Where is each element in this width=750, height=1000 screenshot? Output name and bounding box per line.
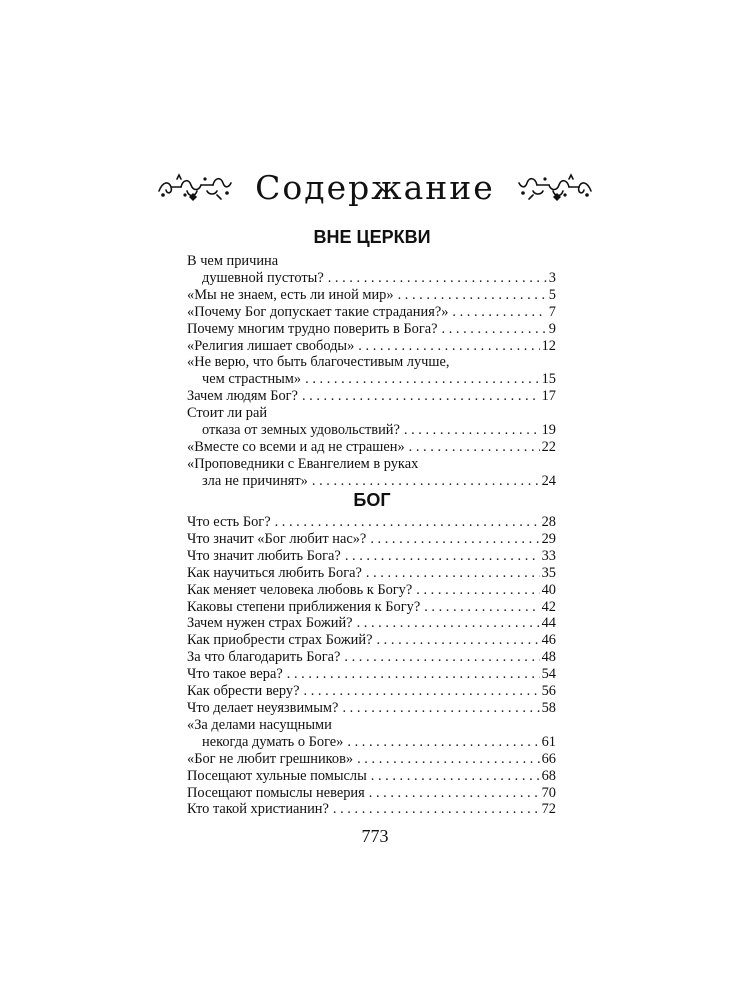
toc-entry-line: «Не верю, что быть благочестивым лучше, [187, 354, 450, 371]
dot-leader [275, 514, 540, 531]
toc-entry-line: «Проповедники с Евангелием в руках [187, 455, 419, 472]
toc-entry-title: Кто такой христианин? [187, 801, 329, 818]
toc-entry-page: 44 [541, 615, 556, 632]
toc-entry [187, 354, 556, 388]
toc-entry-title: отказа от земных удовольствий? [202, 422, 400, 439]
toc-entry-row [187, 371, 556, 388]
toc-entry-title: Зачем нужен страх Божий? [187, 615, 353, 632]
toc-entry-row [187, 565, 556, 582]
toc-entry-title: Зачем людям Бог? [187, 388, 298, 405]
toc-entry-page: 46 [541, 632, 556, 649]
toc-entry-row [187, 700, 556, 717]
toc-entry-title: Что есть Бог? [187, 514, 271, 530]
toc-entry-page: 22 [541, 438, 556, 455]
dot-leader [347, 734, 539, 751]
dot-leader [287, 666, 540, 683]
toc-entry-row [187, 768, 556, 785]
toc-entry-row [187, 666, 556, 683]
toc-entry-row [187, 531, 556, 548]
toc-entry-row [187, 582, 556, 599]
dot-leader [398, 287, 547, 304]
toc-entry-page: 70 [541, 784, 556, 801]
toc-entry-row [187, 270, 556, 287]
toc-entry-row [187, 615, 556, 632]
toc-entry-title: Что такое вера? [187, 666, 283, 683]
toc-entry-page: 72 [541, 801, 556, 818]
toc-entry-page: 19 [541, 422, 556, 439]
toc-entry [187, 683, 556, 700]
toc-entry-title: Как научиться любить Бога? [187, 564, 362, 581]
toc-entry-line: Стоит ли рай [187, 405, 268, 422]
toc-entry [187, 439, 556, 456]
dot-leader [305, 371, 539, 388]
dot-leader [369, 785, 540, 802]
toc-entry-page: 17 [541, 388, 556, 405]
toc-entry [187, 548, 556, 565]
toc-entry-title: некогда думать о Боге» [202, 733, 344, 750]
toc-entry-row [187, 321, 556, 338]
toc-entry [187, 700, 556, 717]
toc-entry-row [187, 683, 556, 700]
toc-entry [187, 666, 556, 683]
contents-header [0, 162, 750, 212]
toc-entry [187, 456, 556, 490]
toc-entry-title: За что благодарить Бога? [187, 649, 341, 666]
toc-entry-row [187, 287, 556, 304]
dot-leader [357, 751, 540, 768]
toc-entry-title: Как обрести веру? [187, 683, 300, 700]
toc-entry [187, 253, 556, 287]
toc-entry-page: 12 [541, 337, 556, 354]
dot-leader [304, 683, 540, 700]
toc-entry-page: 3 [548, 269, 556, 286]
toc-entry-row [187, 785, 556, 802]
toc-entry-title: «Религия лишает свободы» [187, 337, 355, 354]
toc-entry [187, 287, 556, 304]
toc-entry [187, 599, 556, 616]
dot-leader [442, 321, 547, 338]
toc-entry-row [187, 801, 556, 818]
dot-leader [333, 801, 540, 818]
toc-entry-page: 28 [541, 514, 556, 530]
dot-leader [366, 565, 540, 582]
toc-entry [187, 304, 556, 321]
toc-entry-page: 40 [541, 581, 556, 598]
toc-entry-title: Как меняет человека любовь к Богу? [187, 581, 413, 598]
toc-entry-row [187, 304, 556, 321]
toc-entry [187, 514, 556, 531]
toc-entry-title: Почему многим трудно поверить в Бога? [187, 320, 438, 337]
dot-leader [452, 304, 546, 321]
toc-entry-title: «Вместе со всеми и ад не страшен» [187, 438, 405, 455]
toc-entry-title: Посещают хульные помыслы [187, 767, 367, 784]
toc-entry-title: Посещают помыслы неверия [187, 784, 365, 801]
toc-entry-row [187, 649, 556, 666]
toc-entry [187, 632, 556, 649]
dot-leader [345, 548, 540, 565]
toc-entry-page: 58 [541, 699, 556, 716]
toc-entry-title: «Бог не любит грешников» [187, 750, 354, 767]
toc-entry [187, 801, 556, 818]
toc-entry-page: 5 [548, 286, 556, 303]
toc-entry-row [187, 632, 556, 649]
dot-leader [312, 473, 540, 490]
toc-entry-row [187, 751, 556, 768]
toc-entry-line: В чем причина [187, 253, 279, 269]
toc-entry-page: 7 [548, 303, 556, 320]
toc-entry-row [187, 599, 556, 616]
toc-entry-title: Что значит «Бог любит нас»? [187, 530, 367, 547]
toc-entry-title: чем страстным» [202, 371, 302, 388]
toc-entry [187, 531, 556, 548]
toc-entry-row [187, 514, 556, 531]
toc-entry-page: 35 [541, 564, 556, 581]
toc-entry-title: душевной пустоты? [202, 269, 324, 286]
dot-leader [371, 768, 540, 785]
dot-leader [302, 388, 540, 405]
toc-list-bog [187, 514, 556, 818]
toc-entry-row [187, 439, 556, 456]
left-ornament-icon [157, 171, 233, 203]
toc-entry-page: 61 [541, 733, 556, 750]
toc-entry-row [187, 338, 556, 355]
toc-entry [187, 388, 556, 405]
dot-leader [409, 439, 540, 456]
dot-leader [370, 531, 539, 548]
toc-list-vne-tserkvi [187, 253, 556, 490]
toc-entry-row [187, 734, 556, 751]
toc-entry-page: 48 [541, 649, 556, 666]
dot-leader [344, 649, 539, 666]
toc-entry-title: Как приобрести страх Божий? [187, 632, 373, 649]
toc-entry [187, 717, 556, 751]
toc-entry-page: 66 [541, 750, 556, 767]
section-title-vne-tserkvi: ВНЕ ЦЕРКВИ [313, 227, 431, 247]
toc-entry-title: зла не причинят» [202, 472, 308, 489]
toc-entry-page: 56 [541, 683, 556, 700]
dot-leader [357, 615, 540, 632]
toc-entry-row [187, 422, 556, 439]
toc-entry-line: «За делами насущными [187, 716, 332, 733]
right-ornament-icon [517, 171, 593, 203]
toc-entry-title: «Почему Бог допускает такие страдания?» [187, 303, 449, 320]
dot-leader [358, 338, 539, 355]
toc-entry-row [187, 473, 556, 490]
dot-leader [424, 599, 539, 616]
toc-entry-page: 68 [541, 767, 556, 784]
toc-entry [187, 785, 556, 802]
dot-leader [376, 632, 539, 649]
toc-entry-page: 42 [541, 598, 556, 615]
page-number: 773 [361, 826, 389, 846]
dot-leader [342, 700, 539, 717]
toc-entry-page: 9 [548, 320, 556, 337]
dot-leader [328, 270, 547, 287]
section-title-bog: БОГ [353, 490, 391, 510]
toc-entry-title: Что значит любить Бога? [187, 547, 341, 564]
toc-entry [187, 405, 556, 439]
toc-entry-row [187, 388, 556, 405]
toc-entry [187, 338, 556, 355]
toc-entry [187, 649, 556, 666]
toc-entry-page: 54 [541, 666, 556, 683]
toc-entry-page: 15 [541, 371, 556, 388]
toc-entry [187, 321, 556, 338]
dot-leader [404, 422, 540, 439]
toc-entry-row [187, 548, 556, 565]
toc-entry [187, 768, 556, 785]
toc-entry [187, 582, 556, 599]
toc-entry [187, 615, 556, 632]
toc-entry-page: 33 [541, 547, 556, 564]
contents-title: Содержание [255, 167, 495, 207]
toc-entry-page: 24 [541, 472, 556, 489]
toc-entry-title: Что делает неуязвимым? [187, 699, 339, 716]
toc-entry-title: «Мы не знаем, есть ли иной мир» [187, 286, 394, 303]
dot-leader [416, 582, 539, 599]
toc-entry-title: Каковы степени приближения к Богу? [187, 598, 421, 615]
toc-entry-page: 29 [541, 530, 556, 547]
toc-entry [187, 751, 556, 768]
toc-entry [187, 565, 556, 582]
